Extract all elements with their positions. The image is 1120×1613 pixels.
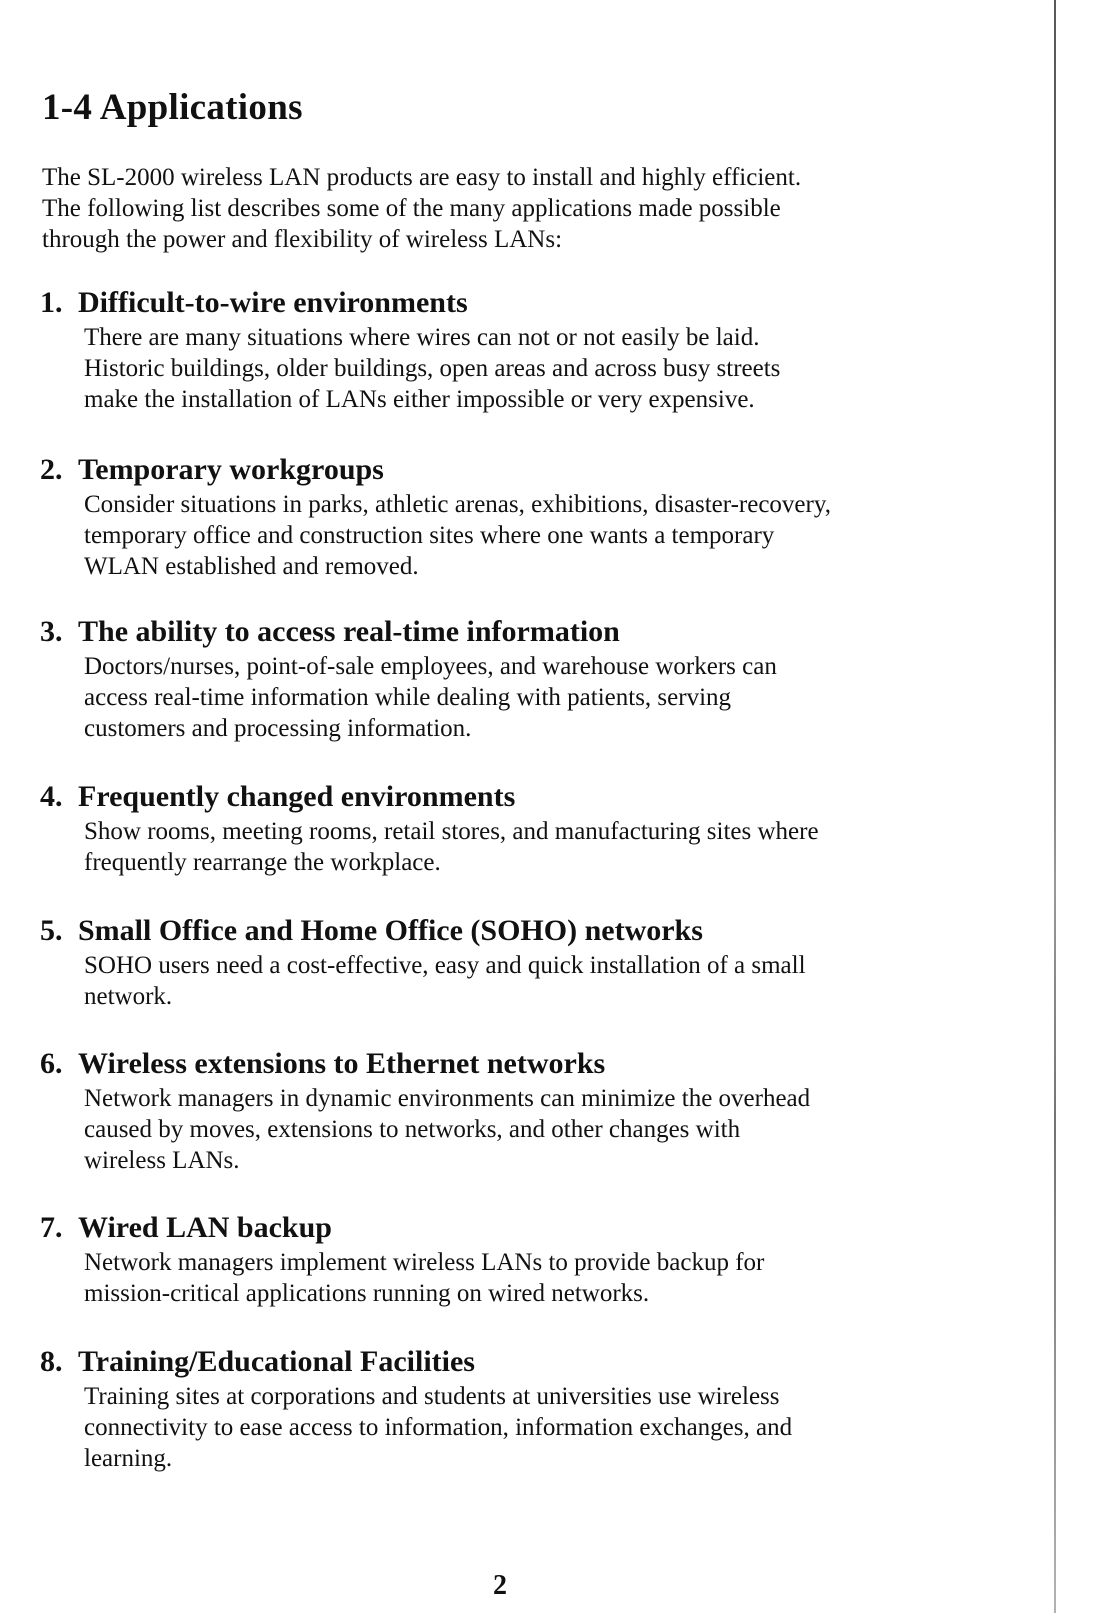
application-item-5 bbox=[40, 914, 1040, 1012]
item-heading-text: Wired LAN backup bbox=[78, 1211, 332, 1244]
item-line: Training sites at corporations and students at universities use wireless bbox=[84, 1383, 780, 1410]
item-number: 5. bbox=[40, 914, 63, 947]
intro-line: through the power and flexibility of wireless LANs: bbox=[42, 226, 563, 253]
item-heading-text: Frequently changed environments bbox=[78, 780, 516, 813]
item-number: 1. bbox=[40, 286, 63, 319]
item-line: connectivity to ease access to information, information exchanges, and bbox=[84, 1414, 793, 1441]
section-title: 1-4 Applications bbox=[42, 87, 303, 128]
item-line: Network managers implement wireless LANs to provide backup for bbox=[84, 1249, 765, 1276]
item-heading bbox=[40, 780, 1040, 814]
item-heading bbox=[40, 286, 1040, 320]
item-line: wireless LANs. bbox=[84, 1147, 240, 1174]
item-heading-text: Temporary workgroups bbox=[78, 453, 384, 486]
item-number: 7. bbox=[40, 1211, 63, 1244]
item-body bbox=[84, 489, 1040, 582]
item-line: caused by moves, extensions to networks, and other changes with bbox=[84, 1116, 741, 1143]
item-line: temporary office and construction sites where one wants a temporary bbox=[84, 522, 775, 549]
item-line: Historic buildings, older buildings, open areas and across busy streets bbox=[84, 355, 781, 382]
item-number: 6. bbox=[40, 1047, 63, 1080]
application-item-2 bbox=[40, 453, 1040, 582]
item-body bbox=[84, 1247, 1040, 1309]
item-line: Consider situations in parks, athletic arenas, exhibitions, disaster-recovery, bbox=[84, 491, 831, 518]
intro-paragraph bbox=[42, 162, 1002, 255]
application-item-4 bbox=[40, 780, 1040, 878]
item-body bbox=[84, 1083, 1040, 1176]
item-body bbox=[84, 950, 1040, 1012]
application-item-1 bbox=[40, 286, 1040, 415]
item-heading bbox=[40, 453, 1040, 487]
page-number bbox=[0, 1570, 1000, 1602]
item-heading bbox=[40, 914, 1040, 948]
item-line: Network managers in dynamic environments can minimize the overhead bbox=[84, 1085, 811, 1112]
item-line: mission-critical applications running on wired networks. bbox=[84, 1280, 650, 1307]
item-heading bbox=[40, 615, 1040, 649]
application-item-8 bbox=[40, 1345, 1040, 1474]
intro-line: The following list describes some of the many applications made possible bbox=[42, 195, 781, 222]
item-line: frequently rearrange the workplace. bbox=[84, 849, 441, 876]
item-body bbox=[84, 322, 1040, 415]
item-heading bbox=[40, 1345, 1040, 1379]
item-line: make the installation of LANs either impossible or very expensive. bbox=[84, 386, 755, 413]
item-heading bbox=[40, 1047, 1040, 1081]
item-number: 2. bbox=[40, 453, 63, 486]
item-body bbox=[84, 651, 1040, 744]
item-number: 3. bbox=[40, 615, 63, 648]
item-body bbox=[84, 1381, 1040, 1474]
item-heading bbox=[40, 1211, 1040, 1245]
item-line: Doctors/nurses, point-of-sale employees, and warehouse workers can bbox=[84, 653, 777, 680]
application-item-3 bbox=[40, 615, 1040, 744]
item-line: access real-time information while dealing with patients, serving bbox=[84, 684, 732, 711]
intro-line: The SL-2000 wireless LAN products are easy to install and highly efficient. bbox=[42, 164, 802, 191]
application-item-7 bbox=[40, 1211, 1040, 1309]
page-number-text: 2 bbox=[493, 1570, 507, 1601]
item-heading-text: The ability to access real-time information bbox=[78, 615, 620, 648]
item-number: 4. bbox=[40, 780, 63, 813]
item-line: There are many situations where wires can not or not easily be laid. bbox=[84, 324, 760, 351]
item-line: SOHO users need a cost-effective, easy and quick installation of a small bbox=[84, 952, 806, 979]
item-heading-text: Training/Educational Facilities bbox=[78, 1345, 475, 1378]
item-heading-text: Small Office and Home Office (SOHO) networks bbox=[78, 914, 703, 947]
item-line: learning. bbox=[84, 1445, 173, 1472]
item-number: 8. bbox=[40, 1345, 63, 1378]
item-body bbox=[84, 816, 1040, 878]
application-item-6 bbox=[40, 1047, 1040, 1176]
item-line: customers and processing information. bbox=[84, 715, 472, 742]
item-line: Show rooms, meeting rooms, retail stores, and manufacturing sites where bbox=[84, 818, 819, 845]
item-heading-text: Wireless extensions to Ethernet networks bbox=[78, 1047, 606, 1080]
scan-edge-line bbox=[1054, 0, 1056, 1613]
item-heading-text: Difficult-to-wire environments bbox=[78, 286, 468, 319]
item-line: WLAN established and removed. bbox=[84, 553, 419, 580]
item-line: network. bbox=[84, 983, 173, 1010]
